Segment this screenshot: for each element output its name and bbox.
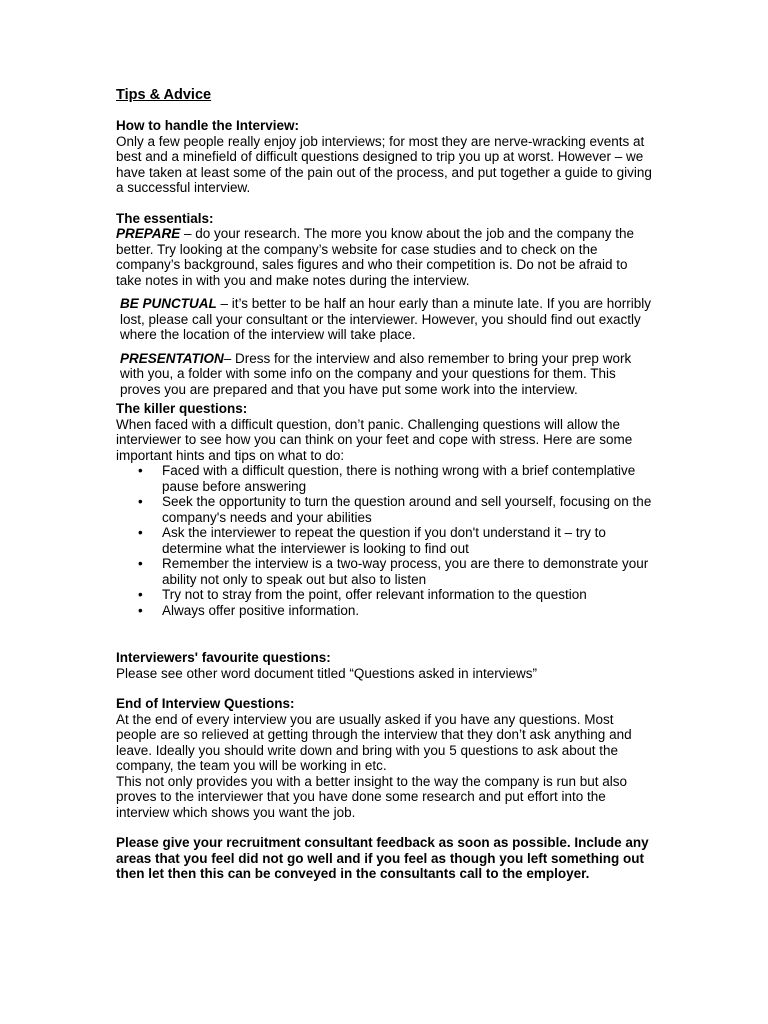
list-item: • Try not to stray from the point, offer relevant information to the question (138, 587, 587, 602)
killer-heading: The killer questions: (116, 401, 248, 416)
interview-heading: How to handle the Interview: (116, 118, 300, 133)
punctual-keyword: BE PUNCTUAL (120, 296, 217, 311)
list-item: • Ask the interviewer to repeat the question if you don't understand it – try to determine what the interviewer is looking to find out (138, 525, 606, 556)
end-body-2: This not only provides you with a better insight to the way the company is run but also proves to the interviewer that you have done some research and put effort into the interview which shows you want the job. (116, 773, 628, 820)
bullet-icon: • (138, 494, 143, 509)
killer-body: When faced with a difficult question, don’t panic. Challenging questions will allow the interviewer to see how you can think on your feet and cope with stress. Here are some important hints and tips on what to do: (116, 416, 633, 463)
end-heading: End of Interview Questions: (116, 696, 295, 711)
document-page (116, 86, 656, 882)
bullet-icon: • (138, 556, 143, 571)
list-item: • Remember the interview is a two-way process, you are there to demonstrate your ability not only to speak out but also to listen (138, 556, 649, 587)
closing-paragraph: Please give your recruitment consultant feedback as soon as possible. Include any areas that you feel did not go well and if you feel as though you left something out then let then this can be conveyed in the consultants call to the employer. (116, 835, 649, 881)
punctual-paragraph (120, 296, 656, 343)
presentation-text: – Dress for the interview and also remember to bring your prep work with you, a folder with some info on the company and your questions for them. This proves you are prepared and that you have put some work into the interview. (120, 350, 632, 397)
document-title: Tips & Advice (116, 87, 212, 103)
bullet-icon: • (138, 525, 143, 540)
prepare-keyword: PREPARE (116, 226, 181, 241)
presentation-keyword: PRESENTATION (120, 350, 224, 366)
favourite-body: Please see other word document titled “Questions asked in interviews” (116, 665, 537, 681)
list-item: • Seek the opportunity to turn the question around and sell yourself, focusing on the company's needs and your abilities (138, 494, 652, 525)
bullet-icon: • (138, 463, 143, 478)
essentials-heading: The essentials: (116, 210, 214, 226)
prepare-text: – do your research. The more you know about the job and the company the better. Try looking at the company’s website for case studies and to check on the company’s background, sales figures and who their competition is. Do not be afraid to take notes in with you and make notes during the interview. (116, 226, 635, 288)
end-body-1: At the end of every interview you are usually asked if you have any questions. Most people are so relieved at getting through the interview that they don’t ask anything and leave. Ideally you should write down and bring with you 5 questions to ask about the company, the team you will be working in etc. (116, 711, 632, 773)
list-item: • Always offer positive information. (138, 602, 360, 618)
bullet-icon: • (138, 587, 143, 602)
interview-body: Only a few people really enjoy job interviews; for most they are nerve-wracking events at best and a minefield of difficult questions designed to trip you up at worst. However – we have taken at least some of the pain out of the process, and put together a guide to giving a successful interview. (116, 133, 652, 195)
tips-list (116, 463, 656, 618)
presentation-paragraph (120, 351, 656, 398)
bullet-icon: • (138, 602, 143, 618)
list-item: • Faced with a difficult question, there is nothing wrong with a brief contemplative pause before answering (138, 463, 636, 494)
prepare-paragraph (116, 226, 656, 288)
punctual-text: – it’s better to be half an hour early than a minute late. If you are horribly lost, please call your consultant or the interviewer. However, you should find out exactly where the location of the interview will take place. (120, 296, 651, 342)
favourite-heading: Interviewers' favourite questions: (116, 650, 331, 665)
